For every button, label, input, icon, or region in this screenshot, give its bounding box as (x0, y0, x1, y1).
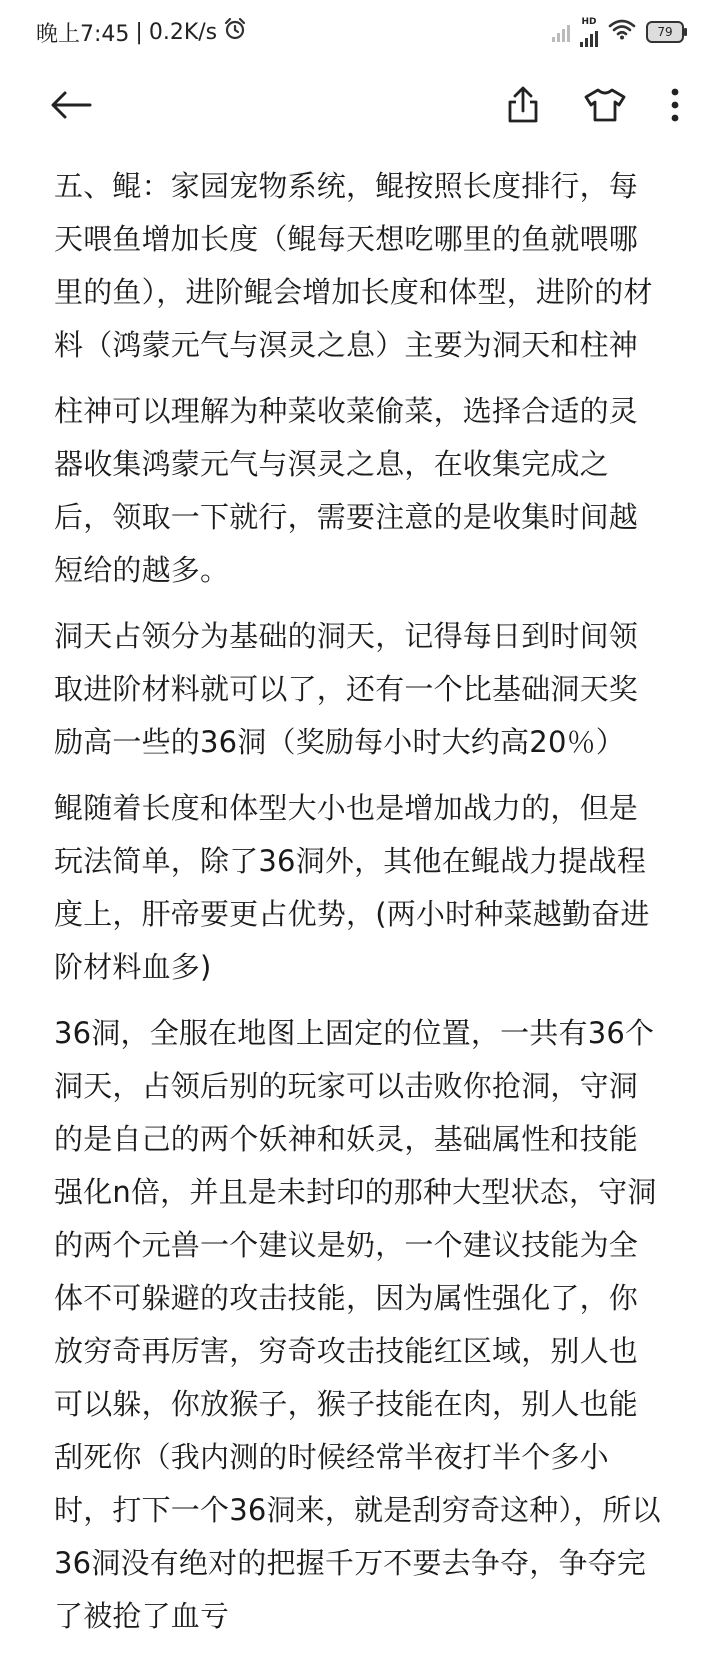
status-right (552, 18, 684, 47)
status-bar (0, 0, 720, 64)
back-arrow-icon (50, 90, 92, 124)
article-paragraph: 洞天占领分为基础的洞天，记得每日到时间领取进阶材料就可以了，还有一个比基础洞天奖励高一些的36洞（奖励每小时大约高20％） (54, 619, 639, 759)
back-button[interactable] (50, 90, 92, 124)
share-icon (506, 86, 540, 128)
app-bar-actions (506, 86, 680, 128)
more-options-button[interactable] (670, 88, 680, 126)
status-separator: | (135, 19, 143, 45)
article-paragraph: 柱神可以理解为种菜收菜偷菜，选择合适的灵器收集鸿蒙元气与溟灵之息，在收集完成之后，领取一下就行，需要注意的是收集时间越短给的越多。 (54, 394, 639, 587)
app-bar (0, 64, 720, 150)
theme-button[interactable] (584, 87, 626, 127)
battery-level: 79 (657, 25, 673, 39)
status-left (36, 17, 247, 48)
share-button[interactable] (506, 86, 540, 128)
battery-icon (646, 21, 684, 43)
status-time: 晚上7:45 (36, 21, 130, 47)
alarm-clock-icon (223, 17, 247, 47)
tshirt-icon (584, 87, 626, 127)
article-paragraph: 五、鲲：家园宠物系统，鲲按照长度排行，每天喂鱼增加长度（鲲每天想吃哪里的鱼就喂哪里的鱼），进阶鲲会增加长度和体型，进阶的材料（鸿蒙元气与溟灵之息）主要为洞天和柱神 (54, 169, 653, 362)
signal-sim2-icon (552, 22, 570, 42)
signal-sim1-icon (580, 18, 598, 47)
wifi-icon (608, 18, 636, 46)
article-paragraph: 36洞，全服在地图上固定的位置，一共有36个洞天，占领后别的玩家可以击败你抢洞，守洞的是自己的两个妖神和妖灵，基础属性和技能强化n倍，并且是未封印的那种大型状态，守洞的两个元兽一个建议是奶，一个建议技能为全体不可躲避的攻击技能，因为属性强化了，你放穷奇再厉害，穷奇攻击技能红区域，别人也可以躲，你放猴子，猴子技能在肉，别人也能刮死你（我内测的时候经常半夜打半个多小时，打下一个36洞来，就是刮穷奇这种），所以36洞没有绝对的把握千万不要去争夺，争夺完了被抢了血亏 (54, 1016, 661, 1633)
article-paragraph: 鲲随着长度和体型大小也是增加战力的，但是玩法简单，除了36洞外，其他在鲲战力提战程度上，肝帝要更占优势，(两小时种菜越勤奋进阶材料血多) (54, 791, 650, 984)
network-speed: 0.2K/s (148, 19, 218, 45)
article-body (54, 160, 666, 1656)
hd-label: HD (581, 16, 597, 27)
more-vert-icon (670, 88, 680, 126)
